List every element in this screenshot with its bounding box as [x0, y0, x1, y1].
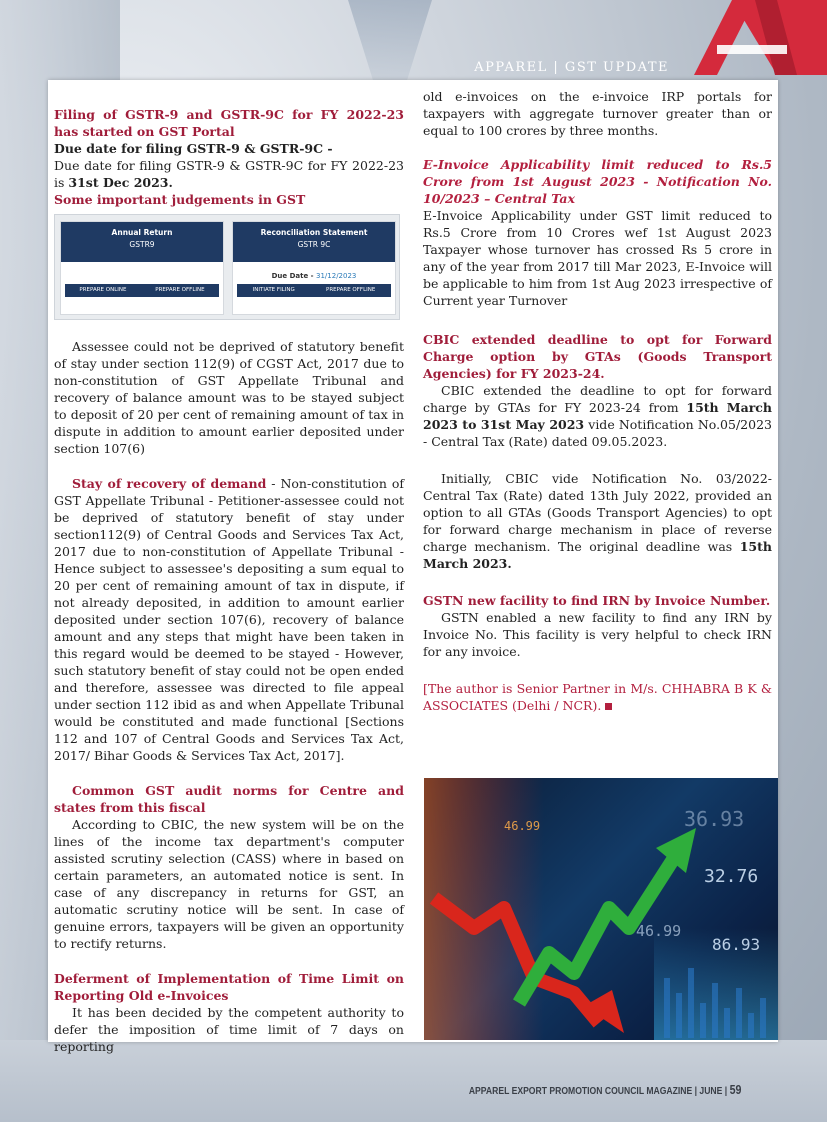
- left-column: [54, 88, 404, 1055]
- annual-return-title: Annual Return: [111, 228, 173, 237]
- heading-einvoice-deferment: Deferment of Implementation of Time Limit on Reporting Old e-Invoices: [54, 971, 404, 1003]
- initiate-filing-button: INITIATE FILING: [252, 287, 295, 293]
- heading-gstr9-filing: Filing of GSTR-9 and GSTR-9C for FY 2022-23 has started on GST Portal: [54, 107, 404, 139]
- paragraph-stay-recovery: Stay of recovery of demand - Non-constitution of GST Appellate Tribunal - Petitioner-assessee could not be deprived of statutory benefit of stay under section112(9) of Central Goods and Services Tax Act, 2017 due to non-constitution of Appellate Tribunal - Hence subject to assessee's depositing a sum equal to 20 per cent of remaining amount of tax in dispute, if not already deposited, in addition to amount earlier deposited under section 107(6), recovery of balance amount and any steps that might have been taken in this regard would be deemed to be stayed - However, such statutory benefit of stay could not be open ended and therefore, assessee was directed to file appeal under section 112 ibid as and when Appellate Tribunal would be constituted and made functional [Sections 112 and 107 of Central Goods and Services Tax Act, 2017/ Bihar Goods & Services Tax Act, 2017].: [54, 476, 404, 763]
- paragraph-einvoice-limit: E-Invoice Applicability under GST limit reduced to Rs.5 Crore from 10 Crores wef 1st August 2023 Taxpayer whose turnover has crossed Rs 5 crore in any of the year from 2017 till Mar 2023, E-Invoice will be applicable to him from 1st Aug 2023 irrespective of Current year Turnover: [423, 208, 772, 308]
- heading-gstn-irn: GSTN new facility to find IRN by Invoice Number.: [423, 593, 771, 608]
- paragraph-einvoice-deferment: It has been decided by the competent authority to defer the imposition of time limit of 7 days on reporting: [54, 1005, 404, 1054]
- ticker-1: 46.99: [504, 819, 541, 833]
- prepare-offline-button: PREPARE OFFLINE: [155, 287, 205, 293]
- reconciliation-card: [232, 221, 396, 315]
- section-label: APPAREL | GST UPDATE: [474, 60, 669, 75]
- background-tie: [320, 0, 460, 90]
- right-column: [423, 88, 772, 714]
- reconciliation-due-date: Due Date - 31/12/2023: [271, 272, 357, 280]
- page-number: 59: [729, 1082, 741, 1097]
- heading-judgements: Some important judgements in GST: [54, 192, 306, 207]
- paragraph-old-einvoices: old e-invoices on the e-invoice IRP portals for taxpayers with aggregate turnover greater than or equal to 100 crores by three months.: [423, 89, 772, 138]
- paragraph-gta-deadline: CBIC extended the deadline to opt for forward charge by GTAs for FY 2023-24 from 15th March 2023 to 31st May 2023 vide Notification No.05/2023 - Central Tax (Rate) dated 09.05.2023.: [423, 383, 772, 449]
- magazine-logo: [677, 0, 827, 75]
- ticker-3: 46.99: [636, 922, 682, 940]
- subheading-due-date: Due date for filing GSTR-9 & GSTR-9C -: [54, 141, 333, 156]
- gst-portal-screenshot: [54, 214, 400, 320]
- reconciliation-title: Reconciliation Statement: [260, 228, 368, 237]
- page-footer: APPAREL EXPORT PROMOTION COUNCIL MAGAZINE | JUNE | 59: [468, 1082, 741, 1097]
- prepare-online-button: PREPARE ONLINE: [79, 287, 127, 293]
- paragraph-audit-norms: According to CBIC, the new system will be on the lines of the income tax department's computer assisted scrutiny selection (CASS) where in based on certain parameters, an automated notice is sent. In case of any discrepancy in returns for GST, an automatic scrutiny notice will be sent. In case of genuine errors, taxpayers will be given an opportunity to rectify returns.: [54, 817, 404, 951]
- ticker-4: 86.93: [712, 935, 761, 954]
- article-page: [48, 80, 778, 1054]
- ticker-2: 32.76: [704, 866, 759, 887]
- prepare-offline-button-2: PREPARE OFFLINE: [326, 287, 376, 293]
- stock-market-image: [424, 778, 778, 1040]
- paragraph-due-date: Due date for filing GSTR-9 & GSTR-9C for FY 2022-23 is 31st Dec 2023.: [54, 158, 404, 190]
- annual-return-card: [60, 221, 224, 315]
- heading-gta-deadline: CBIC extended deadline to opt for Forward Charge option by GTAs (Goods Transport Agencies) for FY 2023-24.: [423, 332, 772, 381]
- author-note: [The author is Senior Partner in M/s. CHHABRA B K & ASSOCIATES (Delhi / NCR).: [423, 681, 772, 713]
- heading-einvoice-limit: E-Invoice Applicability limit reduced to Rs.5 Crore from 1st August 2023 - Notification No. 10/2023 – Central Tax: [423, 157, 772, 206]
- end-mark-icon: [605, 703, 612, 710]
- paragraph-gstn-irn: GSTN enabled a new facility to find any IRN by Invoice No. This facility is very helpful to check IRN for any invoice.: [423, 610, 772, 659]
- reconciliation-form: GSTR 9C: [297, 240, 331, 249]
- heading-audit-norms: Common GST audit norms for Centre and states from this fiscal: [54, 783, 404, 815]
- paragraph-gta-initial: Initially, CBIC vide Notification No. 03/2022-Central Tax (Rate) dated 13th July 2022, provided an option to all GTAs (Goods Transport Agencies) to opt for forward charge mechanism in place of reverse charge mechanism. The original deadline was 15th March 2023.: [423, 471, 772, 571]
- paragraph-stay-benefit: Assessee could not be deprived of statutory benefit of stay under section 112(9) of CGST Act, 2017 due to non-constitution of GST Appellate Tribunal and recovery of balance amount was to be stayed subject to deposit of 20 per cent of remaining amount of tax in dispute in addition to amount earlier deposited under section 107(6): [54, 339, 404, 456]
- annual-return-form: GSTR9: [129, 240, 155, 249]
- ticker-5: 36.93: [684, 807, 745, 831]
